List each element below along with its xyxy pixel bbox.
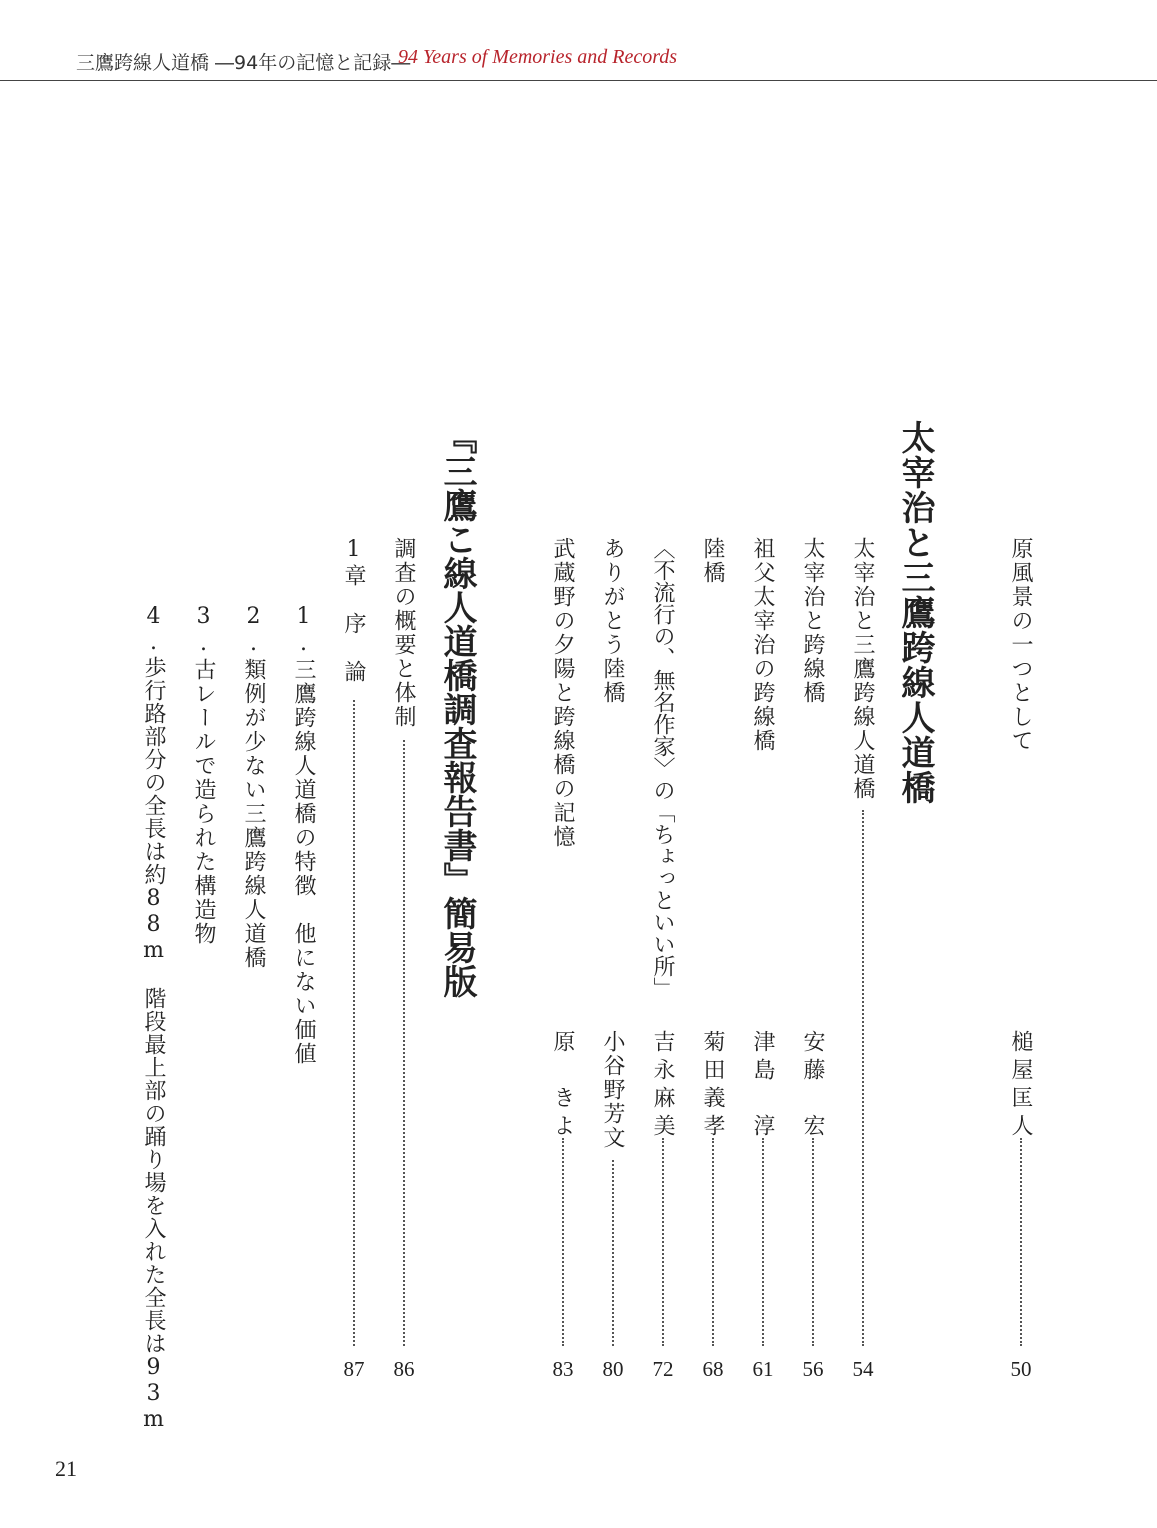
toc-subentry: 3.古レールで造られた構造物 (191, 604, 216, 946)
header-rule (0, 80, 1157, 81)
toc-entry-author: 槌屋匡人 (1008, 1030, 1033, 1142)
toc-entry-page: 87 (343, 1357, 365, 1381)
toc-leader (712, 1138, 714, 1346)
toc-entry-author: 安藤 宏 (800, 1030, 825, 1142)
toc-leader (353, 700, 355, 1346)
toc-entry-title: 武蔵野の夕陽と跨線橋の記憶 (550, 537, 575, 849)
toc-entry-author: 吉永麻美 (650, 1030, 675, 1142)
section-heading: 太宰治と三鷹跨線人道橋 (895, 420, 935, 805)
toc-entry-title: 原風景の一つとして (1008, 537, 1033, 753)
toc-subentry: 1.三鷹跨線人道橋の特徴 他にない価値 (291, 604, 316, 1066)
toc-entry-title: 太宰治と跨線橋 (800, 537, 825, 705)
toc-entry-page: 80 (602, 1357, 624, 1381)
toc-leader (612, 1160, 614, 1346)
toc-entry-page: 50 (1010, 1357, 1032, 1381)
toc-leader (812, 1138, 814, 1346)
toc-leader (862, 810, 864, 1346)
toc-entry-page: 56 (802, 1357, 824, 1381)
header-title-en: 94 Years of Memories and Records (398, 46, 678, 68)
toc-entry-title: 太宰治と三鷹跨線人道橋 (850, 537, 875, 801)
toc-leader (762, 1138, 764, 1346)
toc-entry-page: 86 (393, 1357, 415, 1381)
toc-entry-page: 61 (752, 1357, 774, 1381)
toc-leader (662, 1138, 664, 1346)
section-heading: 『三鷹こ線人道橋調査報告書』簡易版 (437, 420, 477, 998)
toc-leader (403, 740, 405, 1346)
toc-entry-author: 菊田義孝 (700, 1030, 725, 1142)
toc-subentry: 2.類例が少ない三鷹跨線人道橋 (241, 604, 266, 970)
toc-entry-page: 72 (652, 1357, 674, 1381)
toc-entry-page: 68 (702, 1357, 724, 1381)
header-title-jp: 三鷹跨線人道橋 ―94年の記憶と記録― (76, 52, 411, 74)
toc-leader (1020, 1138, 1022, 1346)
toc-entry-title: 1章 序 論 (341, 537, 366, 684)
page-number: 21 (55, 1456, 77, 1481)
running-header (0, 0, 1157, 82)
toc-entry-title: ありがとう陸橋 (600, 537, 625, 705)
toc-entry-title: 〈不流行の、無名作家〉の「ちょっといい所」 (650, 537, 675, 999)
toc-entry-page: 83 (552, 1357, 574, 1381)
toc-entry-author: 津島 淳 (750, 1030, 775, 1142)
toc-subentry: 4.歩行路部分の全長は約88m 階段最上部の踊り場を入れた全長は93m (141, 604, 166, 1433)
toc-entry-title: 調査の概要と体制 (391, 537, 416, 729)
toc-entry-title: 陸橋 (700, 537, 725, 585)
toc-entry-title: 祖父太宰治の跨線橋 (750, 537, 775, 753)
toc-entry-author: 小谷野芳文 (600, 1030, 625, 1150)
toc-entry-author: 原 きよ (550, 1030, 575, 1142)
toc-entry-page: 54 (852, 1357, 874, 1381)
toc-leader (562, 1138, 564, 1346)
